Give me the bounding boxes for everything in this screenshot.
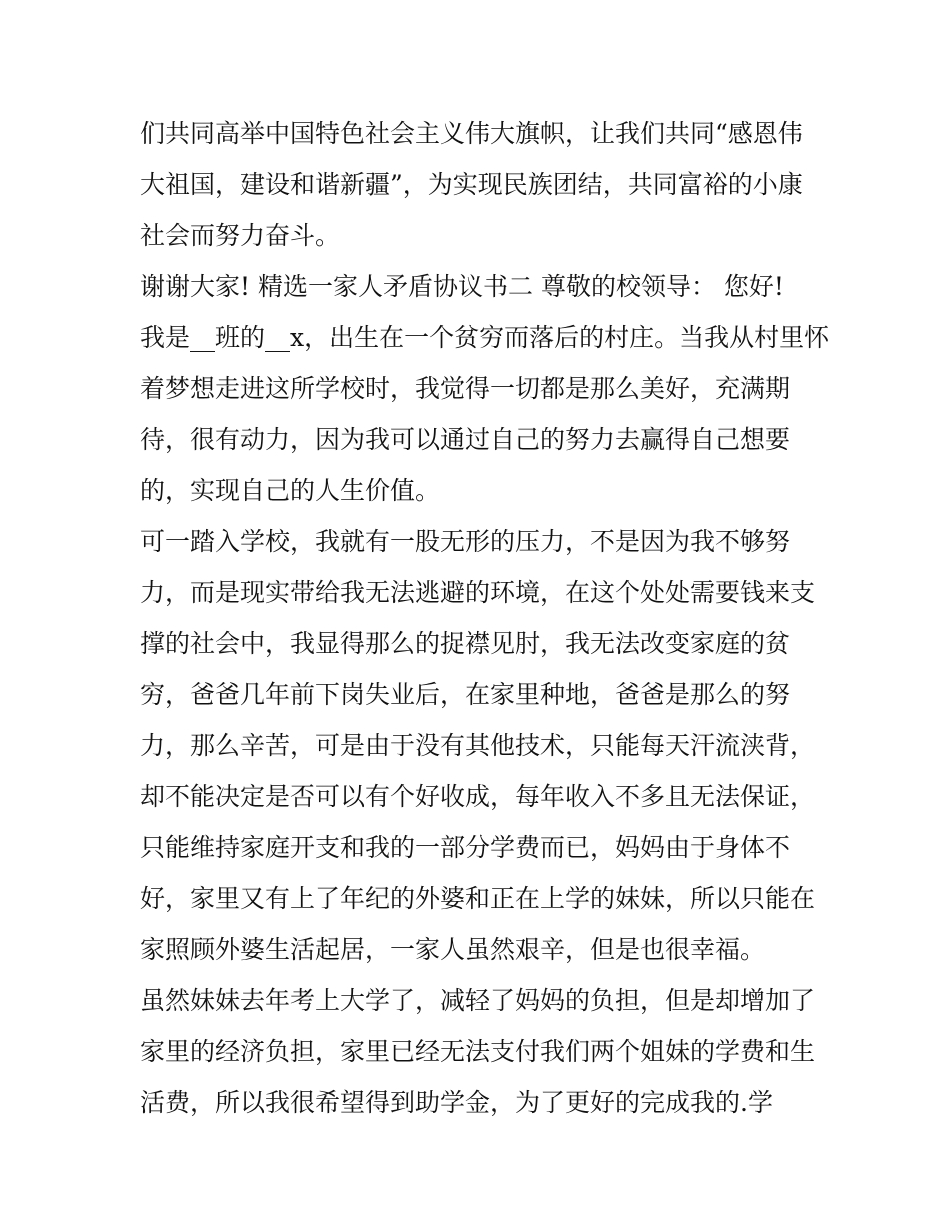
text-line: 力，那么辛苦，可是由于没有其他技术，只能每天汗流浃背， bbox=[140, 731, 816, 760]
text-line: 好，家里又有上了年纪的外婆和正在上学的妹妹，所以只能在 bbox=[140, 884, 816, 913]
text-line: 虽然妹妹去年考上大学了，减轻了妈妈的负担，但是却增加了 bbox=[140, 986, 816, 1015]
text-line: 社会而努力奋斗。 bbox=[140, 221, 341, 250]
text-line: 活费，所以我很希望得到助学金，为了更好的完成我的.学 bbox=[140, 1088, 773, 1117]
text-line: 大祖国，建设和谐新疆”，为实现民族团结，共同富裕的小康 bbox=[140, 170, 803, 199]
text-line: 待，很有动力，因为我可以通过自己的努力去赢得自己想要 bbox=[140, 425, 791, 454]
text-line: 却不能决定是否可以有个好收成，每年收入不多且无法保证， bbox=[140, 782, 816, 811]
text-line: 谢谢大家! 精选一家人矛盾协议书二 尊敬的校领导： 您好! bbox=[140, 272, 784, 301]
text-line: 只能维持家庭开支和我的一部分学费而已，妈妈由于身体不 bbox=[140, 833, 791, 862]
text-line: 我是__班的__x，出生在一个贫穷而落后的村庄。当我从村里怀 bbox=[140, 323, 830, 352]
text-line: 可一踏入学校，我就有一股无形的压力，不是因为我不够努 bbox=[140, 527, 791, 556]
text-line: 着梦想走进这所学校时，我觉得一切都是那么美好，充满期 bbox=[140, 374, 791, 403]
text-line: 穷，爸爸几年前下岗失业后，在家里种地，爸爸是那么的努 bbox=[140, 680, 791, 709]
document-text bbox=[140, 108, 830, 1128]
text-line: 的，实现自己的人生价值。 bbox=[140, 476, 441, 505]
text-line: 撑的社会中，我显得那么的捉襟见肘，我无法改变家庭的贫 bbox=[140, 629, 791, 658]
text-line: 家照顾外婆生活起居，一家人虽然艰辛，但是也很幸福。 bbox=[140, 935, 766, 964]
text-line: 力，而是现实带给我无法逃避的环境，在这个处处需要钱来支 bbox=[140, 578, 816, 607]
text-line: 们共同高举中国特色社会主义伟大旗帜，让我们共同“感恩伟 bbox=[140, 119, 803, 148]
text-line: 家里的经济负担，家里已经无法支付我们两个姐妹的学费和生 bbox=[140, 1037, 816, 1066]
